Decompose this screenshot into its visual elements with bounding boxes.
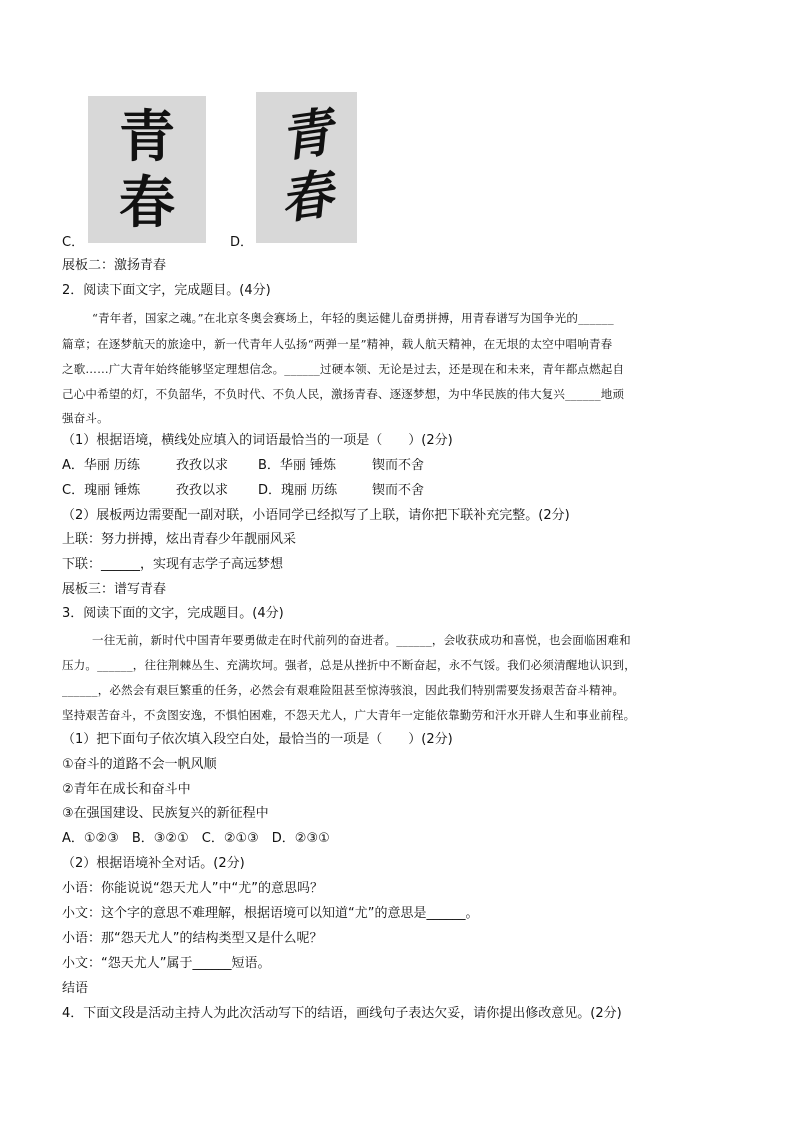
passage-line: 之歌……广大青年始终能够坚定理想信念。______过硬本领、无论是过去，还是现在和未来，青年都点燃起自	[62, 362, 625, 376]
calligraphy-image-d	[256, 92, 357, 243]
calligraphy-char: 青	[119, 104, 175, 170]
sub-question: （1）根据语境，横线处应填入的词语最恰当的一项是（ ）(2分)	[62, 433, 453, 448]
calligraphy-char: 青	[276, 101, 337, 170]
passage-line: 坚持艰苦奋斗，不贪图安逸，不惧怕困难，不怨天尤人，广大青年一定能依靠勤劳和汗水开辟人生和事业前程。	[62, 708, 636, 722]
option-b[interactable]: B．华丽 锤炼	[258, 458, 337, 473]
passage-line: 篇章；在逐梦航天的旅途中，新一代青年人弘扬“两弹一星”精神，载人航天精神，在无垠的太空中唱响青春	[62, 337, 613, 351]
section-title: 结语	[62, 981, 89, 996]
option-text: 孜孜以求	[176, 483, 229, 498]
upper-couplet: 上联：努力拼搏，炫出青春少年靓丽风采	[62, 532, 297, 547]
option-a[interactable]: A．华丽 历练	[62, 458, 141, 473]
answer-choices[interactable]: A．①②③ B．③②① C．②①③ D．②③①	[62, 831, 330, 846]
option-d-label: D．	[230, 235, 254, 250]
section-title: 展板三：谱写青春	[62, 582, 167, 597]
option-d[interactable]: D．瑰丽 历练	[258, 483, 338, 498]
passage-line: 强奋斗。	[62, 411, 109, 425]
sentence-item: ①奋斗的道路不会一帆风顺	[62, 757, 217, 772]
dialog-line: 小语：你能说说“怨天尤人”中“尤”的意思吗？	[62, 881, 323, 896]
question-stem: 3．阅读下面的文字，完成题目。(4分)	[62, 606, 284, 621]
passage-line: 己心中希望的灯，不负韶华，不负时代、不负人民，激扬青春、逐逐梦想，为中华民族的伟大复兴______地顽	[62, 387, 625, 401]
sub-question: （2）展板两边需要配一副对联，小语同学已经拟写了上联，请你把下联补充完整。(2分)	[62, 508, 570, 523]
option-c[interactable]: C．瑰丽 锤炼	[62, 483, 141, 498]
passage-line: 一往无前，新时代中国青年要勇做走在时代前列的奋进者。______，会收获成功和喜悦，也会面临困难和	[92, 633, 631, 647]
option-text: 孜孜以求	[176, 458, 229, 473]
dialog-line[interactable]: 小文：这个字的意思不难理解，根据语境可以知道“尤”的意思是______。	[62, 906, 479, 921]
sub-question: （1）把下面句子依次填入段空白处，最恰当的一项是（ ）(2分)	[62, 732, 453, 747]
dialog-line: 小语：那“怨天尤人”的结构类型又是什么呢？	[62, 931, 323, 946]
section-title: 展板二：激扬青春	[62, 258, 167, 273]
sub-question: （2）根据语境补全对话。(2分)	[62, 856, 245, 871]
sentence-item: ③在强国建设、民族复兴的新征程中	[62, 806, 269, 821]
question-stem: 2．阅读下面文字，完成题目。(4分)	[62, 283, 271, 298]
calligraphy-char: 春	[119, 170, 175, 236]
passage-line: “青年者，国家之魂。”在北京冬奥会赛场上，年轻的奥运健儿奋勇拼搏，用青春谱写为国争光的______	[92, 311, 614, 325]
option-c-label: C．	[62, 235, 85, 250]
lower-couplet[interactable]: 下联：______，实现有志学子高远梦想	[62, 557, 284, 572]
option-text: 锲而不舍	[372, 458, 425, 473]
option-text: 锲而不舍	[372, 483, 425, 498]
question-stem: 4．下面文段是活动主持人为此次活动写下的结语，画线句子表达欠妥，请你提出修改意见。(2分)	[62, 1006, 622, 1021]
sentence-item: ②青年在成长和奋斗中	[62, 782, 191, 797]
passage-line: 压力。______，往往荆棘丛生、充满坎坷。强者，总是从挫折中不断奋起，永不气馁。我们必须清醒地认识到，	[62, 658, 636, 672]
calligraphy-char: 春	[276, 163, 337, 232]
calligraphy-image-c	[88, 96, 206, 243]
passage-line: ______，必然会有艰巨繁重的任务，必然会有艰难险阻甚至惊涛骇浪，因此我们特别需要发扬艰苦奋斗精神。	[62, 683, 625, 697]
dialog-line[interactable]: 小文：“怨天尤人”属于______短语。	[62, 956, 271, 971]
